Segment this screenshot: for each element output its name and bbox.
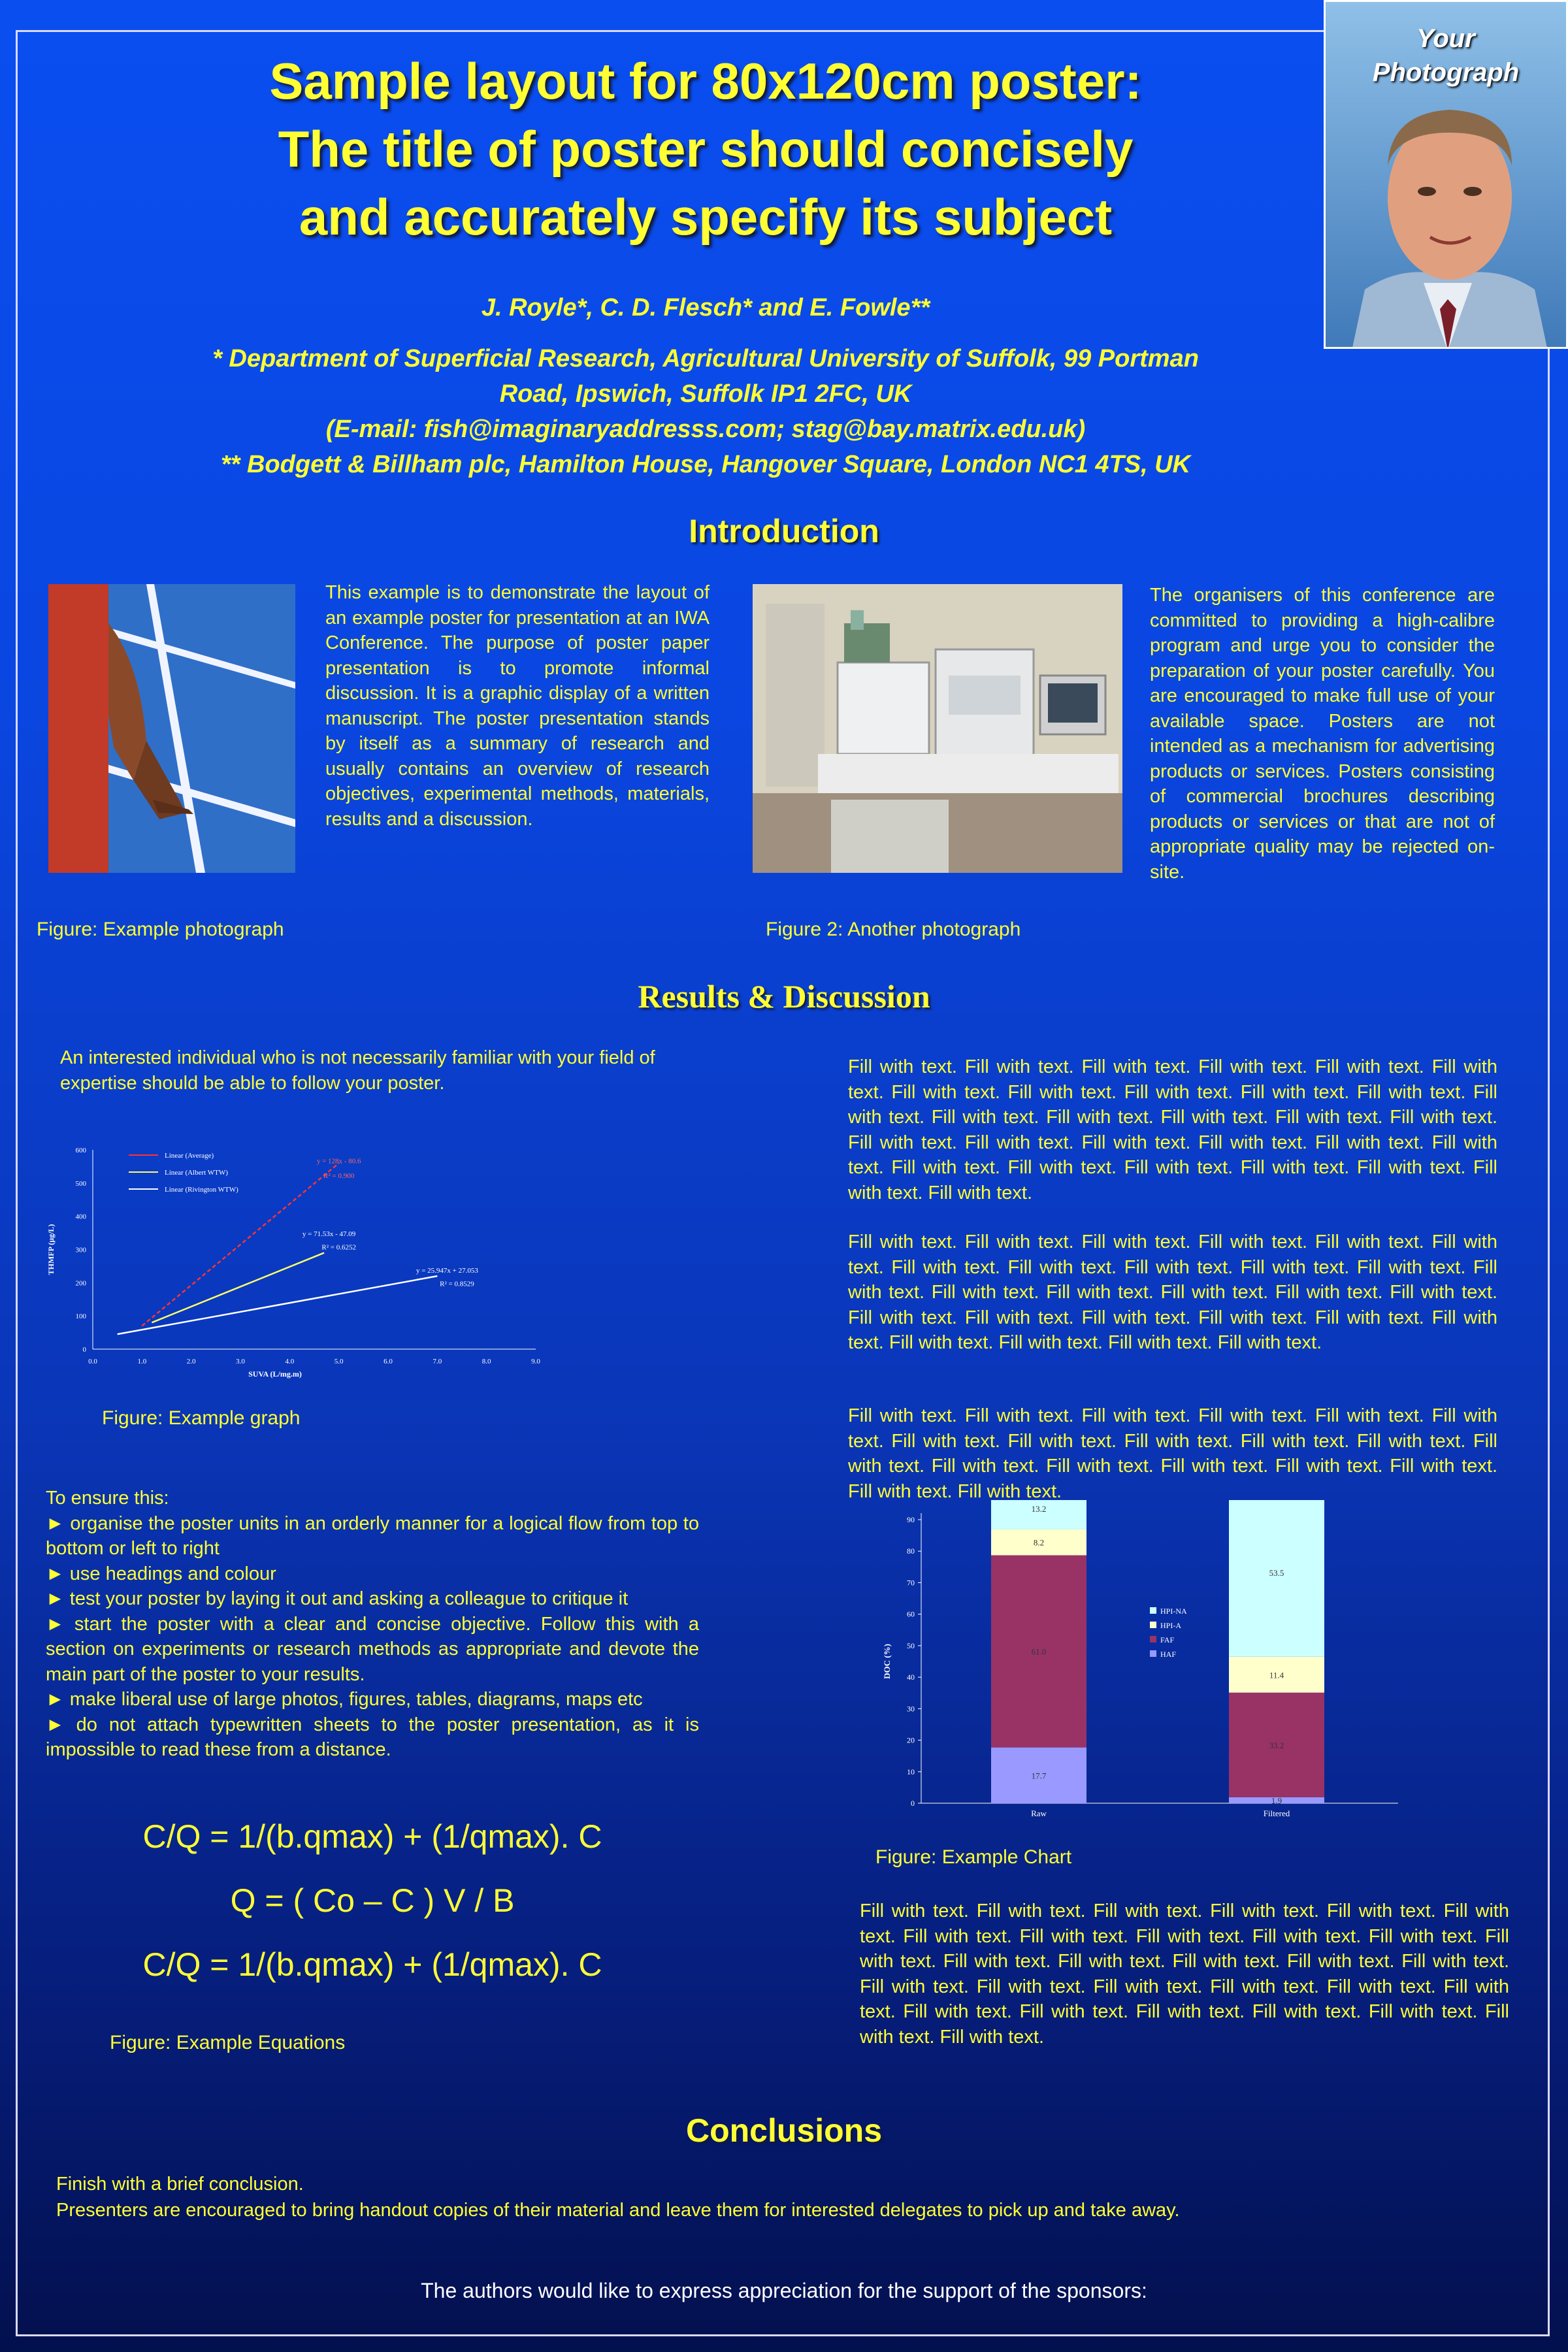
trend-line-3	[118, 1276, 438, 1334]
bar-value-label: 13.2	[1031, 1504, 1047, 1514]
chart-caption: Figure: Example Chart	[875, 1846, 1072, 1868]
bar-value-label: 11.4	[1269, 1670, 1284, 1680]
y-tick-label: 70	[907, 1578, 915, 1588]
y-tick-label: 0	[911, 1799, 915, 1808]
regression-annotation: y = 71.53x - 47.09	[302, 1230, 356, 1239]
y-axis-label: DOC (%)	[882, 1644, 892, 1679]
y-tick-label: 200	[75, 1279, 86, 1288]
bullet-item: ► use headings and colour	[46, 1563, 276, 1584]
legend-label: Linear (Average)	[165, 1152, 214, 1160]
x-axis-label: SUVA (L/mg.m)	[248, 1369, 302, 1379]
conclusion-line-1: Finish with a brief conclusion.	[56, 2174, 304, 2195]
poster-title	[131, 47, 1281, 251]
bar-value-label: 61.0	[1031, 1646, 1047, 1657]
lab-photograph	[753, 584, 1122, 873]
intro-paragraph-2: The organisers of this conference are committed to providing a high-calibre program and urge you to consider the preparation of your poster carefully. You are encouraged to make full use of your available space. Posters are not intended as a mechanism for advertising products or services. Posters consisting of commercial brochures describing products or services or that are not of appropriate quality may be rejected on-site.	[1150, 585, 1495, 883]
example-graph	[39, 1137, 575, 1385]
fill-text-1: Fill with text. Fill with text. Fill with text. Fill with text. Fill with text. Fill with text. Fill with text. Fill with text. Fill with text. Fill with text. Fill with text. Fill with text. Fill with text. Fill with text. Fill with text. Fill with text. Fill with text. Fill with text. Fill with text. Fill with text. Fill with text. Fill with text. Fill with text. Fill with text. Fill with text. Fill with text. Fill with text. Fill with text. Fill with text. Fill with text.	[848, 1056, 1497, 1203]
legend-label: HPI-A	[1160, 1621, 1181, 1630]
legend-label: FAF	[1160, 1635, 1175, 1644]
y-tick-label: 10	[907, 1767, 915, 1776]
bullet-item: ► organise the poster units in an orderly manner for a logical flow from top to bottom or left to right	[46, 1512, 699, 1559]
intro-paragraph-1: This example is to demonstrate the layout of an example poster for presentation at an IWA Conference. The purpose of poster paper presentation is to promote informal discussion. It is a graphic display of a written manuscript. The poster presentation stands by itself as a summary of research and usually contains an overview of research objectives, experimental methods, materials, results and a discussion.	[325, 582, 710, 830]
affiliation-line-3: (E-mail: fish@imaginaryaddresss.com; stag@bay.matrix.edu.uk)	[325, 416, 1086, 443]
x-tick-label: 5.0	[334, 1358, 344, 1365]
affiliations	[131, 341, 1281, 482]
x-tick-label: 7.0	[433, 1358, 442, 1365]
authors: J. Royle*, C. D. Flesch* and E. Fowle**	[481, 294, 930, 321]
legend-swatch	[1150, 1650, 1156, 1657]
bullet-item: ► make liberal use of large photos, figures, tables, diagrams, maps etc	[46, 1689, 643, 1710]
regression-annotation: R² = 0.6252	[321, 1243, 356, 1252]
legend-swatch	[1150, 1607, 1156, 1614]
y-tick-label: 40	[907, 1673, 915, 1682]
bullet-item: ► do not attach typewritten sheets to the poster presentation, as it is impossible to read these from a distance.	[46, 1714, 699, 1760]
results-heading: Results & Discussion	[638, 978, 930, 1015]
regression-annotation: R² = 0.8529	[440, 1280, 474, 1288]
y-tick-label: 80	[907, 1546, 915, 1556]
y-tick-label: 20	[907, 1735, 915, 1745]
y-tick-label: 400	[75, 1213, 86, 1221]
fill-text-4: Fill with text. Fill with text. Fill with text. Fill with text. Fill with text. Fill with text. Fill with text. Fill with text. Fill with text. Fill with text. Fill with text. Fill with text. Fill with text. Fill with text. Fill with text. Fill with text. Fill with text. Fill with text. Fill with text. Fill with text. Fill with text. Fill with text. Fill with text. Fill with text. Fill with text. Fill with text. Fill with text. Fill with text. Fill with text. Fill with text.	[860, 1901, 1509, 2048]
regression-annotation: y = 25.947x + 27.053	[416, 1267, 478, 1275]
bar-value-label: 17.7	[1031, 1771, 1047, 1781]
y-tick-label: 500	[75, 1179, 86, 1188]
x-tick-label: 3.0	[236, 1358, 245, 1365]
title-line-2: The title of poster should concisely	[278, 120, 1134, 178]
example-photograph	[48, 584, 295, 873]
bar-value-label: 8.2	[1033, 1537, 1045, 1548]
conclusions-heading: Conclusions	[685, 2112, 883, 2149]
bar-value-label: 33.2	[1269, 1740, 1284, 1750]
affiliation-line-4: ** Bodgett & Billham plc, Hamilton House, Hangover Square, London NC1 4TS, UK	[220, 451, 1191, 478]
equation-3: C/Q = 1/(b.qmax) + (1/qmax). C	[142, 1946, 602, 1983]
x-tick-label: 6.0	[384, 1358, 393, 1365]
y-tick-label: 600	[75, 1147, 86, 1154]
legend-label: HPI-NA	[1160, 1607, 1187, 1616]
x-tick-label: 1.0	[137, 1358, 147, 1365]
x-tick-label: 8.0	[482, 1358, 491, 1365]
y-axis-label: THMFP (μg/L)	[46, 1224, 56, 1275]
title-line-3: and accurately specify its subject	[299, 188, 1113, 246]
x-tick-label: 9.0	[531, 1358, 540, 1365]
y-tick-label: 0	[82, 1346, 86, 1354]
legend-label: HAF	[1160, 1650, 1177, 1659]
graph-caption: Figure: Example graph	[102, 1407, 301, 1429]
introduction-heading: Introduction	[689, 513, 879, 549]
regression-annotation: y = 128x - 80.6	[316, 1157, 361, 1166]
y-tick-label: 300	[75, 1246, 86, 1254]
x-tick-label: 2.0	[186, 1358, 196, 1365]
equations-caption: Figure: Example Equations	[110, 2032, 346, 2053]
author-photo	[1324, 0, 1568, 349]
x-category-label: Filtered	[1263, 1808, 1290, 1818]
bar-value-label: 53.5	[1269, 1567, 1284, 1578]
bar-value-label: 1.9	[1271, 1795, 1282, 1806]
bar-segment	[1229, 1500, 1324, 1657]
ensure-intro: To ensure this:	[46, 1488, 169, 1509]
y-tick-label: 50	[907, 1641, 915, 1650]
ensure-list	[46, 1486, 699, 1763]
equation-2: Q = ( Co – C ) V / B	[230, 1882, 515, 1919]
results-intro: An interested individual who is not necessarily familiar with your field of expertise should be able to follow your poster.	[60, 1047, 655, 1094]
legend-swatch	[1150, 1636, 1156, 1642]
bullet-item: ► start the poster with a clear and concise objective. Follow this with a section on experiments or research methods as appropriate and devote the main part of the poster to your results.	[46, 1613, 699, 1685]
x-tick-label: 4.0	[285, 1358, 295, 1365]
x-category-label: Raw	[1031, 1808, 1047, 1818]
photo-label: Your Photograph	[1372, 24, 1520, 87]
title-line-1: Sample layout for 80x120cm poster:	[269, 52, 1142, 110]
photo-caption-1: Figure: Example photograph	[37, 919, 284, 940]
legend-swatch	[1150, 1622, 1156, 1628]
example-chart	[875, 1500, 1411, 1827]
y-tick-label: 60	[907, 1609, 915, 1619]
fill-text-3: Fill with text. Fill with text. Fill with text. Fill with text. Fill with text. Fill with text. Fill with text. Fill with text. Fill with text. Fill with text. Fill with text. Fill with text. Fill with text. Fill with text. Fill with text. Fill with text. Fill with text. Fill with text. Fill with text.	[848, 1405, 1497, 1502]
y-tick-label: 30	[907, 1704, 915, 1714]
conclusion-line-2: Presenters are encouraged to bring handout copies of their material and leave them for interested delegates to pick up and take away.	[56, 2200, 1180, 2221]
photo-caption-2: Figure 2: Another photograph	[766, 919, 1021, 940]
legend-label: Linear (Rivington WTW)	[165, 1186, 238, 1194]
equation-1: C/Q = 1/(b.qmax) + (1/qmax). C	[142, 1818, 602, 1855]
affiliation-line-1: * Department of Superficial Research, Agricultural University of Suffolk, 99 Portman	[212, 345, 1199, 372]
y-tick-label: 100	[75, 1313, 86, 1321]
sponsors-acknowledgement: The authors would like to express appreciation for the support of the sponsors:	[421, 2279, 1147, 2302]
legend-label: Linear (Albert WTW)	[165, 1169, 228, 1177]
x-tick-label: 0.0	[88, 1358, 97, 1365]
fill-text-2: Fill with text. Fill with text. Fill with text. Fill with text. Fill with text. Fill with text. Fill with text. Fill with text. Fill with text. Fill with text. Fill with text. Fill with text. Fill with text. Fill with text. Fill with text. Fill with text. Fill with text. Fill with text. Fill with text. Fill with text. Fill with text. Fill with text. Fill with text. Fill with text. Fill with text. Fill with text. Fill with text.	[848, 1232, 1497, 1353]
bullet-item: ► test your poster by laying it out and asking a colleague to critique it	[46, 1588, 629, 1609]
affiliation-line-2: Road, Ipswich, Suffolk IP1 2FC, UK	[499, 380, 912, 408]
y-tick-label: 90	[907, 1515, 915, 1524]
regression-annotation: R² = 0.900	[323, 1172, 355, 1181]
